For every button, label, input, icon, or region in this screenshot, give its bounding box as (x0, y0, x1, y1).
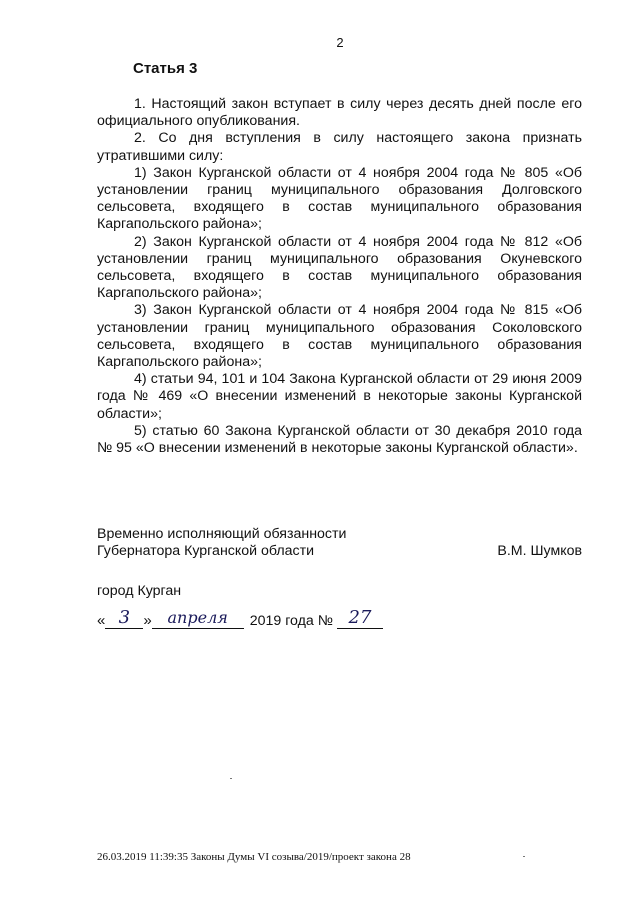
article-body (97, 96, 582, 457)
date-line (97, 609, 383, 629)
handwritten-month: апреля (152, 609, 244, 629)
signature-block (97, 526, 582, 560)
date-year-text: 2019 года № (249, 613, 333, 629)
footer-file-info: 26.03.2019 11:39:35 Законы Думы VI созыва/2019/проект закона 28 (97, 851, 411, 863)
paragraph-6: 4) статьи 94, 101 и 104 Закона Курганской области от 29 июня 2009 года № 469 «О внесении изменений в некоторые законы Курганской области»; (97, 371, 582, 422)
scan-speck (230, 778, 232, 779)
paragraph-7: 5) статью 60 Закона Курганской области от 30 декабря 2010 года № 95 «О внесении изменений в некоторые законы Курганской области». (97, 422, 582, 457)
article-title: Статья 3 (133, 60, 198, 77)
paragraph-5: 3) Закон Курганской области от 4 ноября 2004 года № 815 «Об установлении границ муниципального образования Соколовского сельсовета, входящего в состав муниципального образования Каргапольского района»; (97, 302, 582, 371)
paragraph-3: 1) Закон Курганской области от 4 ноября 2004 года № 805 «Об установлении границ муниципального образования Долговского сельсовета, входящего в состав муниципального образования Каргапольского района»; (97, 164, 582, 233)
scan-speck (523, 856, 525, 857)
handwritten-law-number: 27 (337, 609, 383, 629)
signatory-name: В.М. Шумков (497, 543, 582, 560)
page-number: 2 (336, 35, 344, 50)
paragraph-2: 2. Со дня вступления в силу настоящего закона признать утратившими силу: (97, 130, 582, 164)
signatory-position-line2: Губернатора Курганской области (97, 543, 315, 560)
paragraph-4: 2) Закон Курганской области от 4 ноября 2004 года № 812 «Об установлении границ муниципального образования Окуневского сельсовета, входящего в состав муниципального образования Каргапольского района»; (97, 233, 582, 302)
city-label: город Курган (97, 583, 182, 599)
signatory-line (97, 543, 582, 560)
handwritten-day: 3 (105, 609, 143, 629)
date-close-quote: » (143, 612, 152, 629)
date-open-quote: « (97, 612, 106, 629)
paragraph-1: 1. Настоящий закон вступает в силу через десять дней после его официального опубликования. (97, 96, 582, 130)
signatory-position-line1: Временно исполняющий обязанности (97, 526, 347, 542)
